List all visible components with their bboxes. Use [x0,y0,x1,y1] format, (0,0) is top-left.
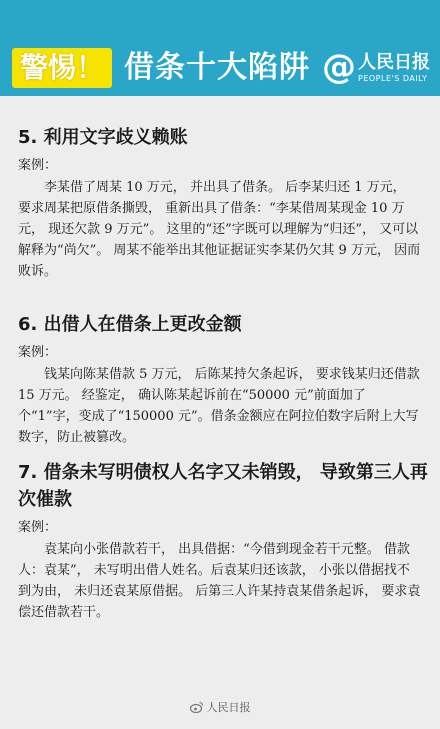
weibo-icon [190,701,204,713]
warning-tag: 警惕！ [12,48,112,88]
case-text: 李某借了周某 10 万元， 并出具了借条。 后李某归还 1 万元， 要求周某把原借条撕毁， 重新出具了借条：“李某借周某现金 10 万元， 现还欠款 9 万元”。 这里的“还”字既可以理解为“归还”， 又可以解释为“尚欠”。 周某不能举出其他证据证实李某仍欠其 9 万元， 因而败诉。 [18,180,421,279]
section-title: 7. 借条未写明债权人名字又未销毁， 导致第三人再次催款 [18,462,428,510]
section-7 [18,459,428,623]
section-6 [18,311,428,448]
page-title: 借条十大陷阱 [124,50,310,85]
section-5 [18,124,428,282]
logo-subtitle: PEOPLE'S DAILY [358,74,428,83]
header-banner [0,0,440,96]
at-symbol: @ [322,47,356,87]
case-text: 袁某向小张借款若干， 出具借据：“今借到现金若干元整。 借款人：袁某”， 未写明出借人姓名。后袁某归还该款， 小张以借据找不到为由， 未归还袁某原借据。 后第三人许某持袁某借条起诉， 要求袁偿还借款若干。 [18,542,421,620]
case-label: 案例： [18,345,58,360]
case-text: 钱某向陈某借款 5 万元， 后陈某持欠条起诉， 要求钱某归还借款 15 万元。 经鉴定， 确认陈某起诉前在“50000 元”前面加了个“1”字，变成了“150000 元”。借条金额应在阿拉伯数字后附上大写数字，防止被篡改。 [18,367,420,445]
section-title: 6. 出借人在借条上更改金额 [18,314,242,335]
case-label: 案例： [18,520,58,535]
logo-name: 人民日报 [358,52,430,73]
section-title: 5. 利用文字歧义赖账 [18,127,188,148]
footer-text: 人民日报 [206,701,251,714]
case-label: 案例： [18,158,58,173]
peoples-daily-logo [322,46,434,90]
footer-watermark [0,700,440,716]
